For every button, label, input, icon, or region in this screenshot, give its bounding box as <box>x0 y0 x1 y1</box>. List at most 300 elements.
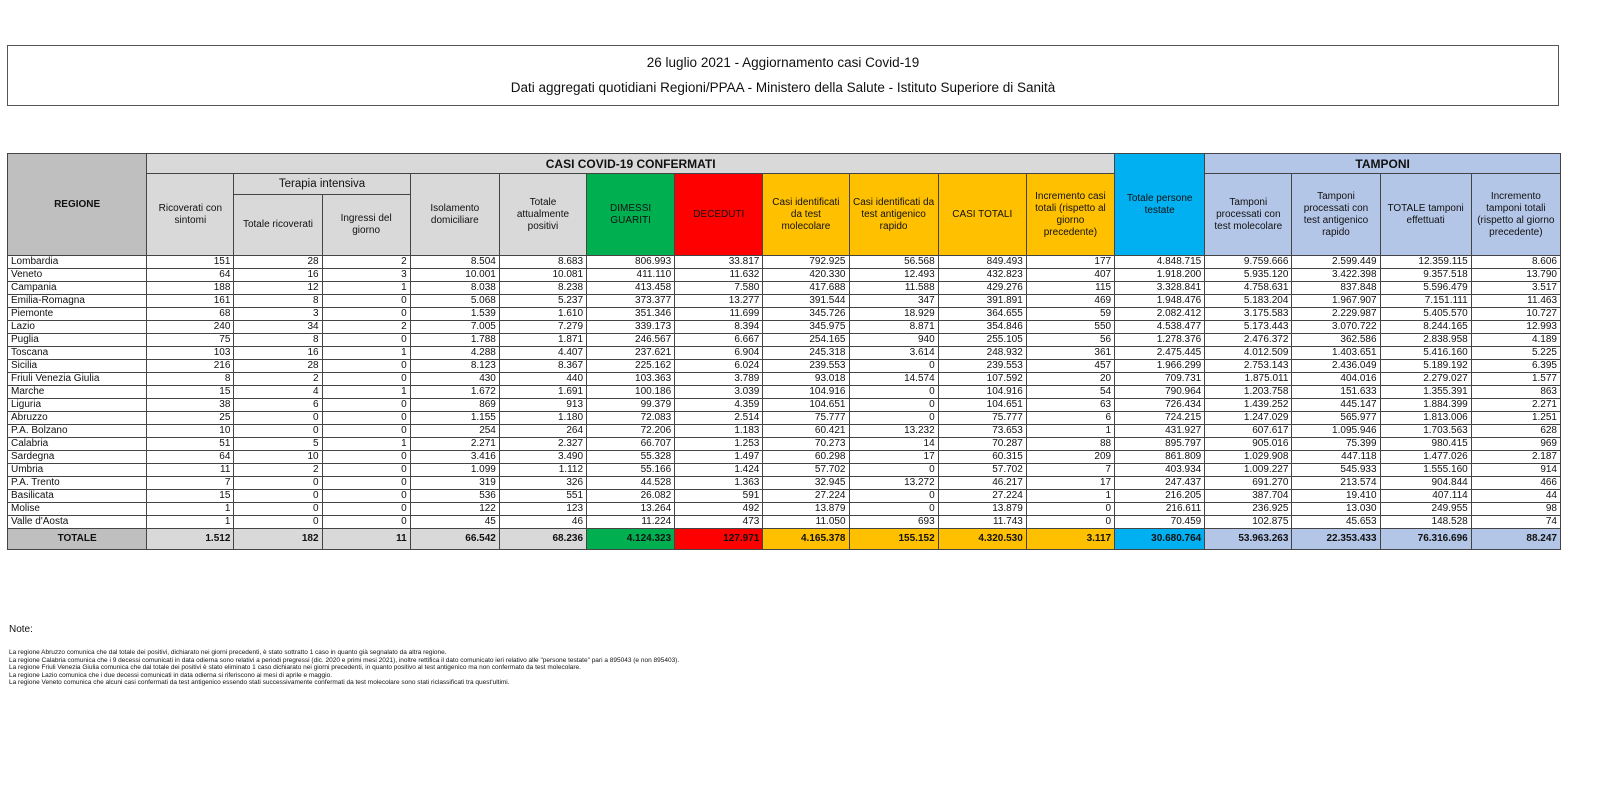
cell-regione: TOTALE <box>8 529 147 550</box>
cell-ti-totale: 5 <box>234 438 322 451</box>
cell-casi-rapido: 0 <box>849 386 938 399</box>
cell-incremento-casi: 54 <box>1026 386 1114 399</box>
cell-casi-molecolare: 70.273 <box>763 438 849 451</box>
cell-incremento-tamponi: 863 <box>1471 386 1560 399</box>
cell-casi-molecolare: 345.726 <box>763 308 849 321</box>
col-header-tamponi-rapido: Tamponi processati con test antigenico rapido <box>1292 174 1380 256</box>
cell-casi-molecolare: 245.318 <box>763 347 849 360</box>
cell-attualmente-positivi: 1.691 <box>499 386 586 399</box>
cell-dimessi: 237.621 <box>587 347 675 360</box>
cell-incremento-tamponi: 4.189 <box>1471 334 1560 347</box>
table-row <box>8 477 1561 490</box>
cell-casi-molecolare: 254.165 <box>763 334 849 347</box>
cell-incremento-casi: 20 <box>1026 373 1114 386</box>
cell-tamponi-totale: 5.405.570 <box>1380 308 1471 321</box>
cell-regione: Friuli Venezia Giulia <box>8 373 147 386</box>
cell-ti-ingressi: 0 <box>322 503 410 516</box>
cell-casi-molecolare: 27.224 <box>763 490 849 503</box>
cell-dimessi: 72.206 <box>587 425 675 438</box>
cell-casi-molecolare: 13.879 <box>763 503 849 516</box>
cell-deceduti: 6.667 <box>675 334 763 347</box>
cell-tamponi-molecolare: 53.963.263 <box>1205 529 1292 550</box>
cell-attualmente-positivi: 7.279 <box>499 321 586 334</box>
cell-incremento-casi: 56 <box>1026 334 1114 347</box>
cell-tamponi-rapido: 22.353.433 <box>1292 529 1380 550</box>
col-header-casi-rapido: Casi identificati da test antigenico rapido <box>849 174 938 256</box>
cell-persone-testate: 1.278.376 <box>1115 334 1205 347</box>
cell-casi-rapido: 0 <box>849 490 938 503</box>
col-header-persone-testate: Totale persone testate <box>1115 154 1205 256</box>
cell-tamponi-totale: 407.114 <box>1380 490 1471 503</box>
cell-incremento-casi: 177 <box>1026 256 1114 269</box>
cell-isolamento: 5.068 <box>410 295 499 308</box>
cell-dimessi: 13.264 <box>587 503 675 516</box>
cell-incremento-tamponi: 466 <box>1471 477 1560 490</box>
cell-regione: Piemonte <box>8 308 147 321</box>
cell-ricoverati: 64 <box>147 451 234 464</box>
col-header-attualmente-positivi: Totale attualmente positivi <box>499 174 586 256</box>
cell-ricoverati: 1 <box>147 516 234 529</box>
cell-deceduti: 591 <box>675 490 763 503</box>
cell-casi-rapido: 0 <box>849 399 938 412</box>
cell-incremento-casi: 457 <box>1026 360 1114 373</box>
cell-deceduti: 7.580 <box>675 282 763 295</box>
cell-dimessi: 413.458 <box>587 282 675 295</box>
cell-incremento-tamponi: 12.993 <box>1471 321 1560 334</box>
cell-regione: Sicilia <box>8 360 147 373</box>
cell-casi-totali: 73.653 <box>938 425 1026 438</box>
cell-tamponi-totale: 1.355.391 <box>1380 386 1471 399</box>
cell-attualmente-positivi: 440 <box>499 373 586 386</box>
cell-casi-rapido: 56.568 <box>849 256 938 269</box>
total-row <box>8 529 1561 550</box>
cell-casi-molecolare: 57.702 <box>763 464 849 477</box>
table-row <box>8 373 1561 386</box>
col-header-isolamento: Isolamento domiciliare <box>410 174 499 256</box>
table-row <box>8 360 1561 373</box>
cell-tamponi-totale: 12.359.115 <box>1380 256 1471 269</box>
cell-isolamento: 430 <box>410 373 499 386</box>
cell-persone-testate: 70.459 <box>1115 516 1205 529</box>
cell-incremento-casi: 0 <box>1026 516 1114 529</box>
cell-deceduti: 127.971 <box>675 529 763 550</box>
cell-deceduti: 2.514 <box>675 412 763 425</box>
cell-regione: Lombardia <box>8 256 147 269</box>
cell-tamponi-molecolare: 1.029.908 <box>1205 451 1292 464</box>
cell-deceduti: 13.277 <box>675 295 763 308</box>
cell-incremento-casi: 407 <box>1026 269 1114 282</box>
cell-persone-testate: 709.731 <box>1115 373 1205 386</box>
cell-casi-rapido: 18.929 <box>849 308 938 321</box>
cell-ricoverati: 188 <box>147 282 234 295</box>
cell-persone-testate: 247.437 <box>1115 477 1205 490</box>
col-header-casi-totali: CASI TOTALI <box>938 174 1026 256</box>
cell-isolamento: 1.539 <box>410 308 499 321</box>
cell-casi-molecolare: 345.975 <box>763 321 849 334</box>
cell-ricoverati: 240 <box>147 321 234 334</box>
cell-dimessi: 66.707 <box>587 438 675 451</box>
cell-incremento-tamponi: 914 <box>1471 464 1560 477</box>
cell-ricoverati: 216 <box>147 360 234 373</box>
cell-ti-totale: 2 <box>234 464 322 477</box>
cell-deceduti: 1.363 <box>675 477 763 490</box>
cell-tamponi-totale: 2.279.027 <box>1380 373 1471 386</box>
cell-casi-molecolare: 32.945 <box>763 477 849 490</box>
cell-isolamento: 10.001 <box>410 269 499 282</box>
cell-tamponi-totale: 2.838.958 <box>1380 334 1471 347</box>
cell-tamponi-molecolare: 691.270 <box>1205 477 1292 490</box>
group-header-casi: CASI COVID-19 CONFERMATI <box>147 154 1115 174</box>
cell-tamponi-totale: 148.528 <box>1380 516 1471 529</box>
cell-ti-ingressi: 0 <box>322 425 410 438</box>
cell-ti-ingressi: 0 <box>322 477 410 490</box>
cell-tamponi-molecolare: 4.012.509 <box>1205 347 1292 360</box>
cell-attualmente-positivi: 3.490 <box>499 451 586 464</box>
cell-tamponi-molecolare: 1.203.758 <box>1205 386 1292 399</box>
cell-tamponi-totale: 9.357.518 <box>1380 269 1471 282</box>
cell-tamponi-totale: 980.415 <box>1380 438 1471 451</box>
cell-ti-ingressi: 2 <box>322 256 410 269</box>
cell-casi-totali: 107.592 <box>938 373 1026 386</box>
cell-incremento-casi: 59 <box>1026 308 1114 321</box>
cell-regione: Abruzzo <box>8 412 147 425</box>
cell-persone-testate: 2.082.412 <box>1115 308 1205 321</box>
cell-ti-totale: 182 <box>234 529 322 550</box>
cell-ti-ingressi: 0 <box>322 334 410 347</box>
cell-tamponi-molecolare: 3.175.583 <box>1205 308 1292 321</box>
cell-incremento-casi: 550 <box>1026 321 1114 334</box>
cell-deceduti: 1.183 <box>675 425 763 438</box>
cell-dimessi: 99.379 <box>587 399 675 412</box>
cell-casi-molecolare: 104.916 <box>763 386 849 399</box>
cell-incremento-tamponi: 13.790 <box>1471 269 1560 282</box>
table-row <box>8 282 1561 295</box>
cell-incremento-casi: 7 <box>1026 464 1114 477</box>
cell-casi-rapido: 17 <box>849 451 938 464</box>
cell-tamponi-molecolare: 2.753.143 <box>1205 360 1292 373</box>
cell-ti-ingressi: 0 <box>322 373 410 386</box>
cell-tamponi-rapido: 13.030 <box>1292 503 1380 516</box>
cell-persone-testate: 726.434 <box>1115 399 1205 412</box>
cell-ti-totale: 16 <box>234 347 322 360</box>
cell-incremento-casi: 469 <box>1026 295 1114 308</box>
cell-incremento-casi: 0 <box>1026 503 1114 516</box>
group-header-terapia-intensiva: Terapia intensiva <box>234 174 410 195</box>
cell-casi-rapido: 13.232 <box>849 425 938 438</box>
cell-regione: Liguria <box>8 399 147 412</box>
cell-attualmente-positivi: 2.327 <box>499 438 586 451</box>
cell-casi-totali: 255.105 <box>938 334 1026 347</box>
cell-casi-rapido: 8.871 <box>849 321 938 334</box>
cell-casi-totali: 75.777 <box>938 412 1026 425</box>
cell-tamponi-molecolare: 4.758.631 <box>1205 282 1292 295</box>
cell-tamponi-rapido: 2.599.449 <box>1292 256 1380 269</box>
cell-incremento-tamponi: 628 <box>1471 425 1560 438</box>
cell-isolamento: 4.288 <box>410 347 499 360</box>
cell-casi-totali: 248.932 <box>938 347 1026 360</box>
col-header-incremento-tamponi: Incremento tamponi totali (rispetto al giorno precedente) <box>1471 174 1560 256</box>
cell-incremento-casi: 209 <box>1026 451 1114 464</box>
cell-tamponi-rapido: 2.229.987 <box>1292 308 1380 321</box>
table-row <box>8 438 1561 451</box>
cell-incremento-tamponi: 2.271 <box>1471 399 1560 412</box>
cell-tamponi-molecolare: 236.925 <box>1205 503 1292 516</box>
cell-casi-molecolare: 11.050 <box>763 516 849 529</box>
cell-ti-totale: 0 <box>234 490 322 503</box>
cell-ti-totale: 28 <box>234 360 322 373</box>
cell-tamponi-totale: 7.151.111 <box>1380 295 1471 308</box>
cell-ti-totale: 12 <box>234 282 322 295</box>
cell-persone-testate: 895.797 <box>1115 438 1205 451</box>
cell-dimessi: 246.567 <box>587 334 675 347</box>
cell-ricoverati: 1 <box>147 503 234 516</box>
cell-attualmente-positivi: 551 <box>499 490 586 503</box>
cell-tamponi-totale: 1.813.006 <box>1380 412 1471 425</box>
cell-regione: Molise <box>8 503 147 516</box>
cell-casi-molecolare: 75.777 <box>763 412 849 425</box>
cell-persone-testate: 431.927 <box>1115 425 1205 438</box>
cell-dimessi: 351.346 <box>587 308 675 321</box>
cell-isolamento: 1.788 <box>410 334 499 347</box>
cell-ricoverati: 25 <box>147 412 234 425</box>
cell-ti-totale: 16 <box>234 269 322 282</box>
cell-tamponi-molecolare: 102.875 <box>1205 516 1292 529</box>
table-row <box>8 308 1561 321</box>
cell-tamponi-rapido: 2.436.049 <box>1292 360 1380 373</box>
cell-casi-totali: 46.217 <box>938 477 1026 490</box>
cell-incremento-tamponi: 969 <box>1471 438 1560 451</box>
cell-ricoverati: 161 <box>147 295 234 308</box>
cell-deceduti: 33.817 <box>675 256 763 269</box>
cell-isolamento: 7.005 <box>410 321 499 334</box>
cell-tamponi-molecolare: 2.476.372 <box>1205 334 1292 347</box>
cell-attualmente-positivi: 8.367 <box>499 360 586 373</box>
cell-isolamento: 66.542 <box>410 529 499 550</box>
cell-incremento-tamponi: 2.187 <box>1471 451 1560 464</box>
table-row <box>8 516 1561 529</box>
table-row <box>8 386 1561 399</box>
cell-dimessi: 103.363 <box>587 373 675 386</box>
cell-persone-testate: 4.538.477 <box>1115 321 1205 334</box>
cell-regione: Valle d'Aosta <box>8 516 147 529</box>
cell-dimessi: 339.173 <box>587 321 675 334</box>
cell-dimessi: 4.124.323 <box>587 529 675 550</box>
cell-tamponi-rapido: 837.848 <box>1292 282 1380 295</box>
cell-incremento-casi: 88 <box>1026 438 1114 451</box>
cell-isolamento: 8.123 <box>410 360 499 373</box>
note-line: La regione Lazio comunica che i due decessi comunicati in data odierna si riferiscono ai mesi di aprile e maggio. <box>9 671 333 679</box>
col-header-dimessi: DIMESSI GUARITI <box>587 174 675 256</box>
cell-attualmente-positivi: 8.238 <box>499 282 586 295</box>
table-body <box>8 256 1561 550</box>
table-row <box>8 399 1561 412</box>
cell-tamponi-rapido: 1.095.946 <box>1292 425 1380 438</box>
cell-casi-totali: 57.702 <box>938 464 1026 477</box>
notes-section <box>9 624 679 687</box>
cell-casi-rapido: 14.574 <box>849 373 938 386</box>
cell-ricoverati: 75 <box>147 334 234 347</box>
cell-incremento-tamponi: 74 <box>1471 516 1560 529</box>
title-box <box>7 45 1559 106</box>
cell-ti-totale: 0 <box>234 477 322 490</box>
cell-dimessi: 26.082 <box>587 490 675 503</box>
col-header-incremento-casi: Incremento casi totali (rispetto al giorno precedente) <box>1026 174 1114 256</box>
cell-ricoverati: 15 <box>147 490 234 503</box>
table-row <box>8 503 1561 516</box>
cell-persone-testate: 3.328.841 <box>1115 282 1205 295</box>
note-line: La regione Veneto comunica che alcuni casi confermati da test antigenico essendo stati successivamente confermati da test molecolare sono stati riclassificati tra quest'ultimi. <box>9 679 510 687</box>
cell-tamponi-molecolare: 1.439.252 <box>1205 399 1292 412</box>
cell-tamponi-totale: 1.477.026 <box>1380 451 1471 464</box>
cell-persone-testate: 4.848.715 <box>1115 256 1205 269</box>
cell-regione: Basilicata <box>8 490 147 503</box>
cell-persone-testate: 790.964 <box>1115 386 1205 399</box>
cell-ti-totale: 6 <box>234 399 322 412</box>
cell-deceduti: 4.359 <box>675 399 763 412</box>
cell-casi-totali: 27.224 <box>938 490 1026 503</box>
cell-attualmente-positivi: 326 <box>499 477 586 490</box>
cell-casi-totali: 60.315 <box>938 451 1026 464</box>
cell-tamponi-totale: 5.416.160 <box>1380 347 1471 360</box>
cell-dimessi: 100.186 <box>587 386 675 399</box>
cell-ti-totale: 0 <box>234 425 322 438</box>
cell-ricoverati: 8 <box>147 373 234 386</box>
cell-tamponi-molecolare: 1.875.011 <box>1205 373 1292 386</box>
table-row <box>8 425 1561 438</box>
cell-tamponi-molecolare: 1.009.227 <box>1205 464 1292 477</box>
col-header-tamponi-molecolare: Tamponi processati con test molecolare <box>1205 174 1292 256</box>
cell-dimessi: 373.377 <box>587 295 675 308</box>
cell-isolamento: 536 <box>410 490 499 503</box>
cell-ti-totale: 8 <box>234 334 322 347</box>
cell-incremento-casi: 6 <box>1026 412 1114 425</box>
cell-incremento-casi: 17 <box>1026 477 1114 490</box>
cell-regione: Puglia <box>8 334 147 347</box>
cell-attualmente-positivi: 4.407 <box>499 347 586 360</box>
cell-casi-rapido: 14 <box>849 438 938 451</box>
cell-regione: P.A. Bolzano <box>8 425 147 438</box>
cell-deceduti: 492 <box>675 503 763 516</box>
cell-incremento-tamponi: 3.517 <box>1471 282 1560 295</box>
cell-ti-ingressi: 3 <box>322 269 410 282</box>
cell-casi-totali: 104.916 <box>938 386 1026 399</box>
covid-table <box>7 153 1561 550</box>
cell-casi-molecolare: 420.330 <box>763 269 849 282</box>
cell-casi-rapido: 347 <box>849 295 938 308</box>
cell-casi-totali: 364.655 <box>938 308 1026 321</box>
cell-isolamento: 45 <box>410 516 499 529</box>
table-row <box>8 321 1561 334</box>
cell-casi-totali: 239.553 <box>938 360 1026 373</box>
cell-tamponi-rapido: 3.070.722 <box>1292 321 1380 334</box>
cell-tamponi-totale: 1.703.563 <box>1380 425 1471 438</box>
cell-tamponi-rapido: 19.410 <box>1292 490 1380 503</box>
cell-tamponi-totale: 904.844 <box>1380 477 1471 490</box>
cell-persone-testate: 2.475.445 <box>1115 347 1205 360</box>
cell-deceduti: 11.699 <box>675 308 763 321</box>
cell-isolamento: 319 <box>410 477 499 490</box>
cell-tamponi-totale: 76.316.696 <box>1380 529 1471 550</box>
cell-casi-rapido: 0 <box>849 412 938 425</box>
cell-casi-totali: 4.320.530 <box>938 529 1026 550</box>
cell-casi-molecolare: 60.298 <box>763 451 849 464</box>
cell-deceduti: 473 <box>675 516 763 529</box>
cell-deceduti: 6.904 <box>675 347 763 360</box>
cell-isolamento: 1.672 <box>410 386 499 399</box>
cell-casi-totali: 13.879 <box>938 503 1026 516</box>
cell-tamponi-rapido: 447.118 <box>1292 451 1380 464</box>
cell-tamponi-rapido: 545.933 <box>1292 464 1380 477</box>
cell-incremento-tamponi: 44 <box>1471 490 1560 503</box>
cell-dimessi: 72.083 <box>587 412 675 425</box>
cell-ti-ingressi: 0 <box>322 295 410 308</box>
cell-tamponi-totale: 5.189.192 <box>1380 360 1471 373</box>
cell-persone-testate: 403.934 <box>1115 464 1205 477</box>
cell-casi-totali: 70.287 <box>938 438 1026 451</box>
note-line: La regione Friuli Venezia Giulia comunica che dal totale dei positivi è stato eliminato 1 caso dichiarato nei giorni precedenti, in quanto positivo al test antigenico ma non confermato da test molecolare. <box>9 664 581 672</box>
table-row <box>8 269 1561 282</box>
group-header-tamponi: TAMPONI <box>1205 154 1561 174</box>
cell-ti-ingressi: 1 <box>322 282 410 295</box>
cell-attualmente-positivi: 10.081 <box>499 269 586 282</box>
cell-persone-testate: 216.205 <box>1115 490 1205 503</box>
cell-incremento-casi: 63 <box>1026 399 1114 412</box>
col-header-tamponi-totale: TOTALE tamponi effettuati <box>1380 174 1471 256</box>
cell-tamponi-rapido: 445.147 <box>1292 399 1380 412</box>
cell-isolamento: 8.504 <box>410 256 499 269</box>
cell-incremento-tamponi: 6.395 <box>1471 360 1560 373</box>
cell-tamponi-rapido: 45.653 <box>1292 516 1380 529</box>
cell-casi-rapido: 13.272 <box>849 477 938 490</box>
cell-attualmente-positivi: 1.610 <box>499 308 586 321</box>
cell-attualmente-positivi: 264 <box>499 425 586 438</box>
cell-tamponi-molecolare: 5.935.120 <box>1205 269 1292 282</box>
cell-casi-totali: 432.823 <box>938 269 1026 282</box>
cell-deceduti: 8.394 <box>675 321 763 334</box>
cell-ti-ingressi: 0 <box>322 399 410 412</box>
cell-tamponi-molecolare: 5.173.443 <box>1205 321 1292 334</box>
cell-tamponi-molecolare: 905.016 <box>1205 438 1292 451</box>
col-header-casi-molecolare: Casi identificati da test molecolare <box>763 174 849 256</box>
cell-ti-totale: 0 <box>234 503 322 516</box>
cell-tamponi-rapido: 151.633 <box>1292 386 1380 399</box>
cell-tamponi-rapido: 3.422.398 <box>1292 269 1380 282</box>
cell-ti-ingressi: 1 <box>322 347 410 360</box>
cell-ti-totale: 8 <box>234 295 322 308</box>
cell-attualmente-positivi: 123 <box>499 503 586 516</box>
cell-ti-ingressi: 0 <box>322 360 410 373</box>
cell-deceduti: 11.632 <box>675 269 763 282</box>
cell-casi-molecolare: 391.544 <box>763 295 849 308</box>
cell-casi-rapido: 693 <box>849 516 938 529</box>
table-row <box>8 347 1561 360</box>
cell-casi-totali: 104.651 <box>938 399 1026 412</box>
cell-isolamento: 8.038 <box>410 282 499 295</box>
col-header-ricoverati: Ricoverati con sintomi <box>147 174 234 256</box>
cell-tamponi-totale: 1.555.160 <box>1380 464 1471 477</box>
table-row <box>8 295 1561 308</box>
cell-dimessi: 55.328 <box>587 451 675 464</box>
cell-ricoverati: 64 <box>147 269 234 282</box>
cell-isolamento: 2.271 <box>410 438 499 451</box>
cell-casi-totali: 849.493 <box>938 256 1026 269</box>
cell-casi-molecolare: 104.651 <box>763 399 849 412</box>
cell-dimessi: 44.528 <box>587 477 675 490</box>
table-row <box>8 334 1561 347</box>
cell-incremento-casi: 1 <box>1026 425 1114 438</box>
cell-ti-ingressi: 0 <box>322 516 410 529</box>
cell-tamponi-rapido: 565.977 <box>1292 412 1380 425</box>
